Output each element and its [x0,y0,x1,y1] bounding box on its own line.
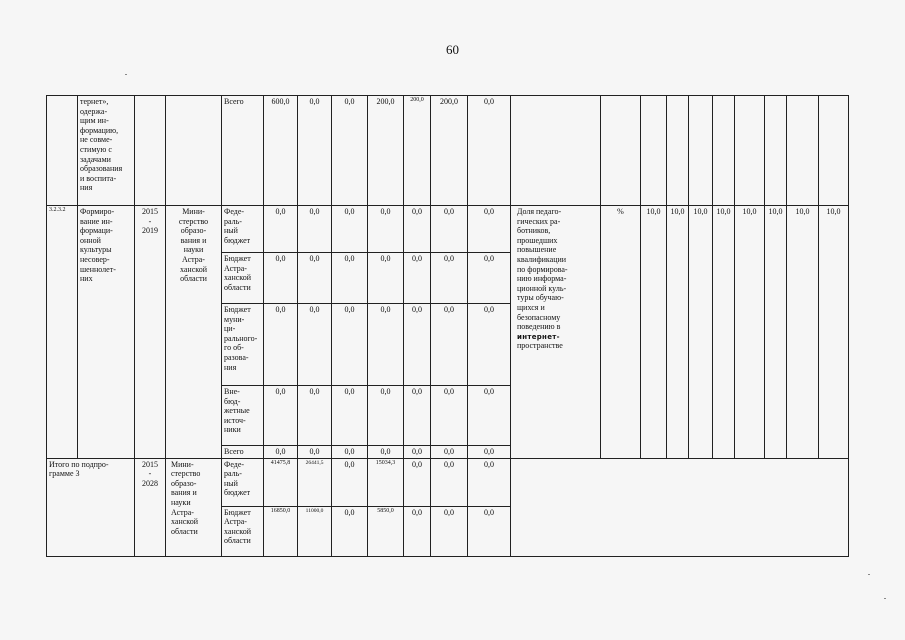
indicator-text-end: пространстве [517,341,563,351]
cell-value: 0,0 [468,253,511,304]
cell-value: 11000,0 [298,506,332,556]
cell-value: 0,0 [468,458,511,506]
cell-target [713,96,735,206]
cell-indicator [511,96,601,206]
cell-value: 600,0 [264,96,298,206]
cell-source: Феде- раль- ный бюджет [222,458,264,506]
cell-value: 0,0 [431,386,468,446]
cell-source: Бюджет Астра- ханской области [222,253,264,304]
cell-value: 200,0 [404,96,431,206]
cell-value: 0,0 [468,304,511,386]
cell-value: 0,0 [468,96,511,206]
table-row-continuation [47,96,849,206]
cell-empty-indicator [511,458,849,556]
cell-value: 0,0 [404,304,431,386]
scan-speck [868,574,870,575]
cell-description: тернет», одержа- щим ин- формацию, не совме- стимую с задачами образования и воспита- ния [78,96,135,206]
indicator-text: Доля педаго- гических ра- ботников, прошедших повышение квалификации по формирова- нию информа- ционной куль- туры обучаю- щихся и безопасному поведению в [517,207,568,332]
cell-value: 0,0 [332,458,368,506]
cell-value: 0,0 [298,206,332,253]
cell-value: 0,0 [264,446,298,459]
cell-value: 0,0 [298,253,332,304]
cell-description: Формиро- вание ин- формаци- онной культуры несовер- шеннолет- них [78,206,135,459]
cell-value: 0,0 [332,253,368,304]
cell-value: 0,0 [431,506,468,556]
cell-value: 200,0 [368,96,404,206]
cell-source: Феде- раль- ный бюджет [222,206,264,253]
cell-value: 0,0 [404,446,431,459]
cell-executor [166,96,222,206]
cell-subtotal-title: Итого по подпро- грамме 3 [47,458,135,556]
cell-target [765,96,787,206]
cell-value: 0,0 [404,206,431,253]
cell-source: Бюджет Астра- ханской области [222,506,264,556]
cell-target: 10,0 [735,206,765,459]
cell-value: 0,0 [298,304,332,386]
page-number: 60 [446,42,459,57]
cell-target [689,96,713,206]
cell-value: 15034,3 [368,458,404,506]
budget-table-page [46,95,846,555]
cell-value: 0,0 [368,386,404,446]
cell-value: 0,0 [264,386,298,446]
cell-value: 0,0 [468,386,511,446]
cell-value: 0,0 [431,304,468,386]
cell-source: Вне- бюд- жетные источ- ники [222,386,264,446]
cell-value: 0,0 [468,206,511,253]
cell-value: 0,0 [404,506,431,556]
cell-value: 0,0 [368,446,404,459]
cell-value: 0,0 [332,386,368,446]
cell-target [667,96,689,206]
cell-executor: Мини- стерство образо- вания и науки Астра- ханской области [166,458,222,556]
cell-target: 10,0 [787,206,819,459]
scan-speck [884,598,886,599]
cell-value: 200,0 [431,96,468,206]
cell-value: 0,0 [431,206,468,253]
cell-source: Бюджет муни- ци- pального- го об- разова- ния [222,304,264,386]
cell-value: 0,0 [298,96,332,206]
cell-years: 2015 - 2019 [135,206,166,459]
cell-value: 0,0 [468,506,511,556]
cell-value: 0,0 [332,446,368,459]
cell-value: 0,0 [264,304,298,386]
cell-value: 0,0 [368,253,404,304]
cell-indicator [511,206,601,459]
cell-target: 10,0 [765,206,787,459]
cell-target [641,96,667,206]
cell-unit: % [601,206,641,459]
cell-target [787,96,819,206]
cell-value: 0,0 [468,446,511,459]
cell-value: 0,0 [332,506,368,556]
cell-years: 2015 - 2028 [135,458,166,556]
cell-value: 0,0 [368,206,404,253]
cell-value: 0,0 [332,304,368,386]
cell-value: 0,0 [431,446,468,459]
cell-value: 5850,0 [368,506,404,556]
budget-table [46,95,849,557]
cell-value: 41475,8 [264,458,298,506]
cell-value: 0,0 [264,253,298,304]
cell-value: 0,0 [332,206,368,253]
table-row-item [47,206,849,253]
cell-target [819,96,849,206]
cell-value: 0,0 [368,304,404,386]
table-row-subtotal [47,458,849,506]
cell-value: 26441,5 [298,458,332,506]
cell-target: 10,0 [819,206,849,459]
cell-value: 0,0 [298,446,332,459]
cell-value: 0,0 [404,253,431,304]
cell-source: Всего [222,96,264,206]
indicator-bold-text: интернет- [517,332,560,341]
cell-value: 0,0 [298,386,332,446]
cell-value: 0,0 [431,253,468,304]
cell-target: 10,0 [667,206,689,459]
cell-unit [601,96,641,206]
cell-target: 10,0 [713,206,735,459]
cell-value: 16850,0 [264,506,298,556]
cell-number [47,96,78,206]
cell-value: 0,0 [431,458,468,506]
cell-value: 0,0 [264,206,298,253]
scan-speck [125,74,127,75]
cell-years [135,96,166,206]
cell-value: 0,0 [332,96,368,206]
cell-value: 0,0 [404,458,431,506]
cell-source: Всего [222,446,264,459]
cell-executor: Мини- стерство образо- вания и науки Астра- ханской области [166,206,222,459]
cell-value: 0,0 [404,386,431,446]
cell-number: 3.2.3.2 [47,206,78,459]
cell-target: 10,0 [689,206,713,459]
cell-target [735,96,765,206]
cell-target: 10,0 [641,206,667,459]
